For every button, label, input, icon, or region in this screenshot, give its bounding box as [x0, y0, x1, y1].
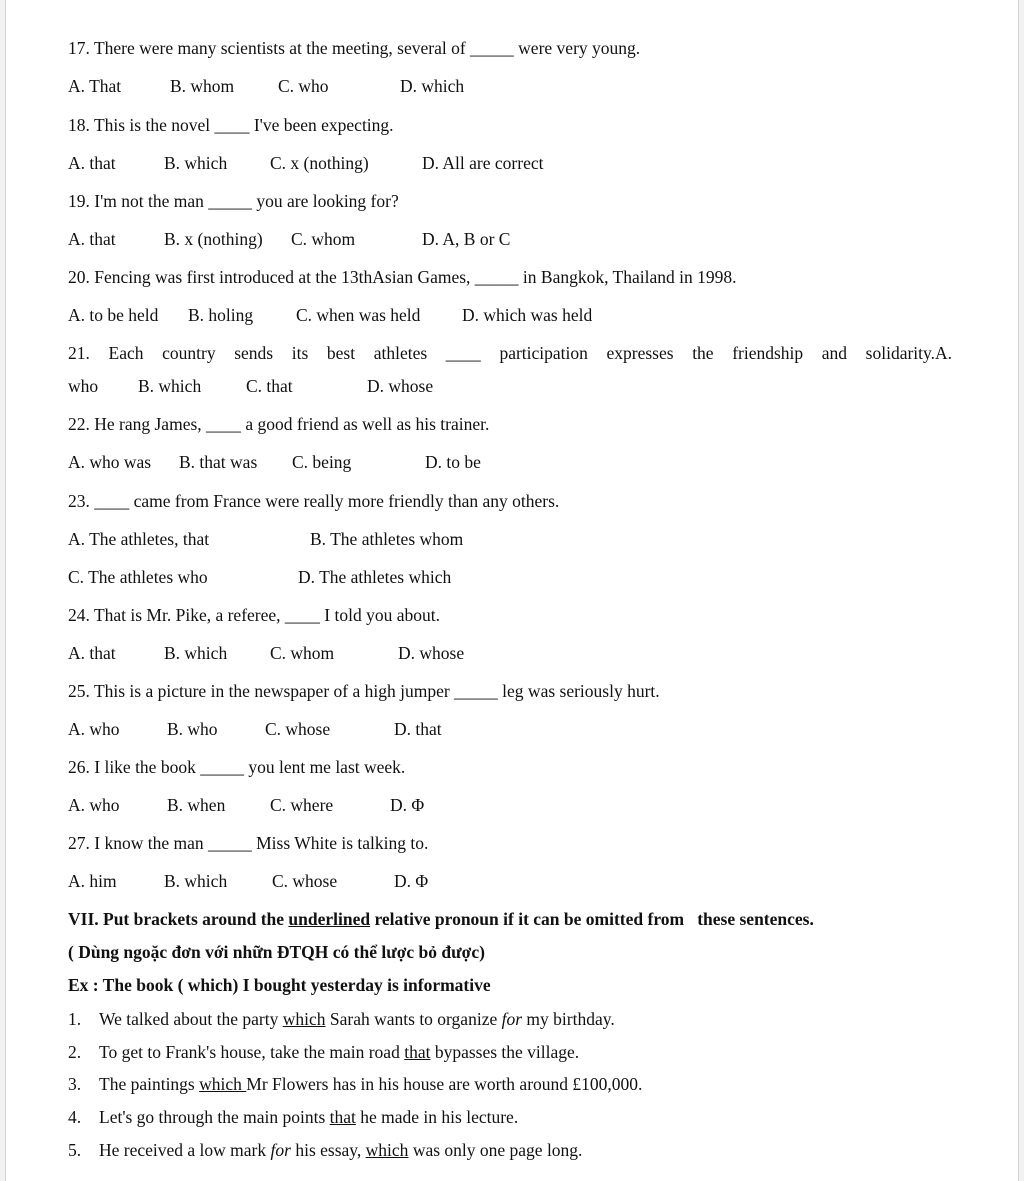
answer-blank: ____: [94, 491, 130, 511]
option-a: A. that: [68, 643, 116, 663]
option-a: who: [68, 376, 99, 396]
option-a: A. who: [68, 795, 120, 815]
question-23: 23. ____ came from France were really more friendly than any others.: [68, 491, 560, 511]
option-a: A. that: [68, 229, 116, 249]
option-b: B. The athletes whom: [310, 529, 464, 549]
sentence-number: 1.: [68, 1009, 82, 1029]
option-c: C. The athletes who: [68, 567, 208, 587]
option-b: B. which: [164, 153, 228, 173]
question-20: 20. Fencing was first introduced at the 13thAsian Games, _____ in Bangkok, Thailand in 1998.: [68, 267, 737, 287]
option-a: A. That: [68, 76, 122, 96]
option-a: A. that: [68, 153, 116, 173]
option-a: A. to be held: [68, 305, 159, 325]
question-22: 22. He rang James, ____ a good friend as well as his trainer.: [68, 414, 490, 434]
answer-blank: ____: [206, 414, 242, 434]
option-d: D. to be: [425, 452, 481, 472]
option-d: D. that: [394, 719, 442, 739]
question-17: 17. There were many scientists at the meeting, several of _____ were very young.: [68, 38, 641, 58]
example-sentence: Ex : The book ( which) I bought yesterday is informative: [68, 975, 491, 995]
option-a: A. who: [68, 719, 120, 739]
option-d: D. which was held: [462, 305, 593, 325]
option-d: D. A, B or C: [422, 229, 511, 249]
option-c: C. who: [278, 76, 329, 96]
answer-blank: _____: [470, 38, 514, 58]
answer-blank: _____: [200, 757, 244, 777]
option-a: A. The athletes, that: [68, 529, 210, 549]
answer-blank: ____: [445, 343, 481, 363]
question-27: 27. I know the man _____ Miss White is talking to.: [68, 833, 429, 853]
section-subtitle: ( Dùng ngoặc đơn với nhữn ĐTQH có thể lược bỏ được): [68, 942, 485, 962]
answer-blank: _____: [454, 681, 498, 701]
sentence-2: To get to Frank's house, take the main road that bypasses the village.: [99, 1042, 580, 1062]
option-c: C. whose: [272, 871, 338, 891]
option-c: C. being: [292, 452, 352, 472]
option-b: B. which: [164, 871, 228, 891]
option-c: C. where: [270, 795, 334, 815]
option-b: B. whom: [170, 76, 235, 96]
option-c: C. whom: [270, 643, 335, 663]
option-d: D. whose: [367, 376, 434, 396]
answer-blank: _____: [474, 267, 519, 287]
option-b: B. when: [167, 795, 226, 815]
option-d: D. whose: [398, 643, 465, 663]
worksheet-page: [5, 0, 1019, 1181]
answer-blank: _____: [207, 833, 252, 853]
question-24: 24. That is Mr. Pike, a referee, ____ I told you about.: [68, 605, 440, 625]
option-b: B. which: [138, 376, 202, 396]
option-d: D. Φ: [394, 871, 429, 891]
option-a: A. him: [68, 871, 117, 891]
sentence-3: The paintings which Mr Flowers has in his house are worth around £100,000.: [99, 1074, 643, 1094]
section-title: VII. Put brackets around the underlined relative pronoun if it can be omitted from these sentences.: [68, 909, 814, 929]
option-c: C. when was held: [296, 305, 421, 325]
sentence-number: 4.: [68, 1107, 82, 1127]
option-c: C. x (nothing): [270, 153, 369, 173]
answer-blank: ____: [284, 605, 320, 625]
option-b: B. x (nothing): [164, 229, 263, 249]
option-c: C. whose: [265, 719, 331, 739]
option-d: D. All are correct: [422, 153, 544, 173]
sentence-5: He received a low mark for his essay, which was only one page long.: [99, 1140, 583, 1160]
sentence-4: Let's go through the main points that he made in his lecture.: [99, 1107, 519, 1127]
sentence-number: 5.: [68, 1140, 82, 1160]
answer-blank: _____: [208, 191, 252, 211]
option-d: D. The athletes which: [298, 567, 452, 587]
option-c: C. whom: [291, 229, 356, 249]
option-b: B. who: [167, 719, 218, 739]
option-d: D. which: [400, 76, 465, 96]
question-18: 18. This is the novel ____ I've been expecting.: [68, 115, 394, 135]
answer-blank: ____: [214, 115, 250, 135]
question-19: 19. I'm not the man _____ you are looking for?: [68, 191, 399, 211]
question-21: 21. Each country sends its best athletes ____ participation expresses the friendship and solidarity.A.: [68, 343, 953, 363]
option-d: D. Φ: [390, 795, 425, 815]
sentence-1: We talked about the party which Sarah wants to organize for my birthday.: [99, 1009, 615, 1029]
option-b: B. which: [164, 643, 228, 663]
sentence-number: 3.: [68, 1074, 82, 1094]
option-c: C. that: [246, 376, 293, 396]
question-25: 25. This is a picture in the newspaper of a high jumper _____ leg was seriously hurt.: [68, 681, 660, 701]
sentence-number: 2.: [68, 1042, 82, 1062]
option-b: B. that was: [179, 452, 258, 472]
question-26: 26. I like the book _____ you lent me last week.: [68, 757, 406, 777]
option-a: A. who was: [68, 452, 152, 472]
option-b: B. holing: [188, 305, 254, 325]
